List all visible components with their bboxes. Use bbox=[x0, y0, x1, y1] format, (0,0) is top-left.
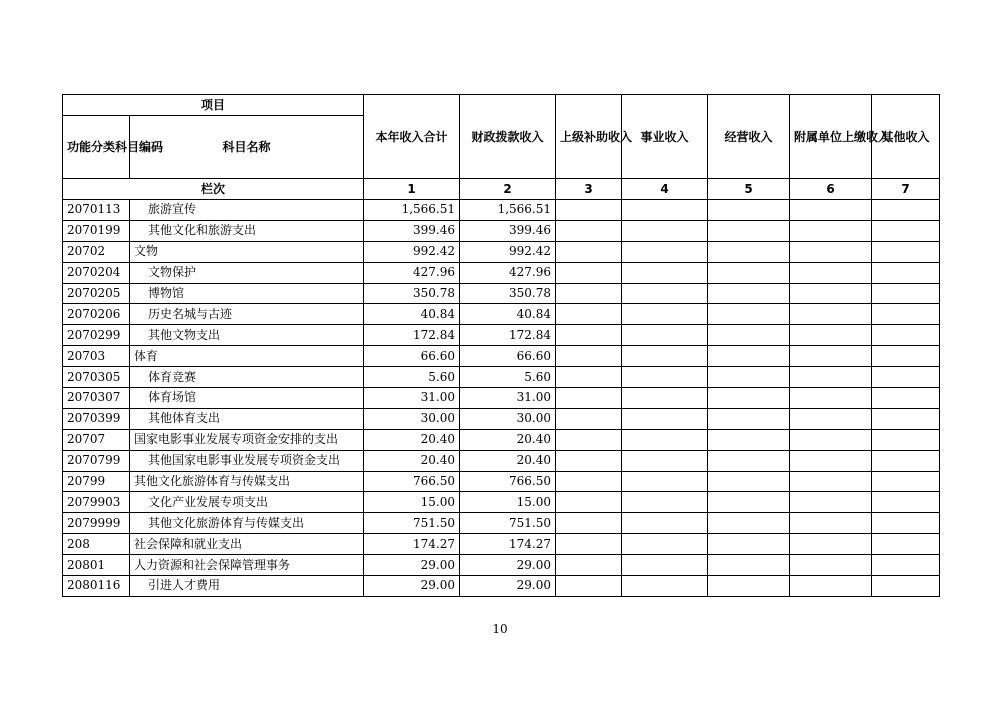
code-cell: 2070205 bbox=[63, 283, 130, 304]
affiliated-cell bbox=[790, 346, 872, 367]
other-cell bbox=[872, 450, 940, 471]
column-number: 2 bbox=[460, 179, 556, 200]
affiliated-cell bbox=[790, 408, 872, 429]
operating-cell bbox=[708, 450, 790, 471]
business-cell bbox=[622, 513, 708, 534]
business-cell bbox=[622, 555, 708, 576]
name-cell: 人力资源和社会保障管理事务 bbox=[130, 555, 364, 576]
code-cell: 20702 bbox=[63, 241, 130, 262]
superior-cell bbox=[556, 283, 622, 304]
business-cell bbox=[622, 408, 708, 429]
code-cell: 2070206 bbox=[63, 304, 130, 325]
code-cell: 20707 bbox=[63, 429, 130, 450]
fiscal-cell: 20.40 bbox=[460, 429, 556, 450]
business-cell bbox=[622, 304, 708, 325]
affiliated-cell bbox=[790, 325, 872, 346]
total-cell: 174.27 bbox=[364, 534, 460, 555]
business-cell bbox=[622, 534, 708, 555]
total-cell: 29.00 bbox=[364, 576, 460, 597]
other-cell bbox=[872, 513, 940, 534]
header-col-affiliated: 附属单位上缴收入 bbox=[790, 95, 872, 179]
affiliated-cell bbox=[790, 241, 872, 262]
fiscal-cell: 174.27 bbox=[460, 534, 556, 555]
affiliated-cell bbox=[790, 429, 872, 450]
total-cell: 751.50 bbox=[364, 513, 460, 534]
operating-cell bbox=[708, 513, 790, 534]
operating-cell bbox=[708, 576, 790, 597]
business-cell bbox=[622, 576, 708, 597]
name-cell: 旅游宣传 bbox=[130, 200, 364, 221]
fiscal-cell: 766.50 bbox=[460, 471, 556, 492]
affiliated-cell bbox=[790, 388, 872, 409]
table-row bbox=[63, 262, 940, 283]
header-col-fiscal: 财政拨款收入 bbox=[460, 95, 556, 179]
name-cell: 其他文化旅游体育与传媒支出 bbox=[130, 471, 364, 492]
superior-cell bbox=[556, 450, 622, 471]
fiscal-cell: 5.60 bbox=[460, 367, 556, 388]
other-cell bbox=[872, 262, 940, 283]
name-cell: 引进人才费用 bbox=[130, 576, 364, 597]
fiscal-cell: 40.84 bbox=[460, 304, 556, 325]
superior-cell bbox=[556, 408, 622, 429]
business-cell bbox=[622, 429, 708, 450]
operating-cell bbox=[708, 262, 790, 283]
superior-cell bbox=[556, 492, 622, 513]
affiliated-cell bbox=[790, 200, 872, 221]
business-cell bbox=[622, 262, 708, 283]
business-cell bbox=[622, 200, 708, 221]
business-cell bbox=[622, 450, 708, 471]
name-cell: 体育竞赛 bbox=[130, 367, 364, 388]
name-cell: 其他文化和旅游支出 bbox=[130, 220, 364, 241]
revenue-table bbox=[62, 94, 940, 597]
column-number: 4 bbox=[622, 179, 708, 200]
name-cell: 文物 bbox=[130, 241, 364, 262]
table-row bbox=[63, 429, 940, 450]
business-cell bbox=[622, 388, 708, 409]
code-cell: 20801 bbox=[63, 555, 130, 576]
other-cell bbox=[872, 241, 940, 262]
column-number: 3 bbox=[556, 179, 622, 200]
operating-cell bbox=[708, 471, 790, 492]
superior-cell bbox=[556, 346, 622, 367]
code-cell: 2079999 bbox=[63, 513, 130, 534]
total-cell: 66.60 bbox=[364, 346, 460, 367]
superior-cell bbox=[556, 471, 622, 492]
header-subject-name: 科目名称 bbox=[130, 116, 364, 179]
other-cell bbox=[872, 408, 940, 429]
total-cell: 20.40 bbox=[364, 429, 460, 450]
total-cell: 427.96 bbox=[364, 262, 460, 283]
table-row bbox=[63, 241, 940, 262]
name-cell: 博物馆 bbox=[130, 283, 364, 304]
name-cell: 文化产业发展专项支出 bbox=[130, 492, 364, 513]
other-cell bbox=[872, 492, 940, 513]
table-row bbox=[63, 534, 940, 555]
affiliated-cell bbox=[790, 492, 872, 513]
superior-cell bbox=[556, 367, 622, 388]
column-number: 6 bbox=[790, 179, 872, 200]
header-col-other: 其他收入 bbox=[872, 95, 940, 179]
table-row bbox=[63, 388, 940, 409]
code-cell: 2079903 bbox=[63, 492, 130, 513]
operating-cell bbox=[708, 346, 790, 367]
operating-cell bbox=[708, 555, 790, 576]
name-cell: 国家电影事业发展专项资金安排的支出 bbox=[130, 429, 364, 450]
operating-cell bbox=[708, 492, 790, 513]
other-cell bbox=[872, 388, 940, 409]
table-body bbox=[63, 200, 940, 597]
business-cell bbox=[622, 367, 708, 388]
code-cell: 2070307 bbox=[63, 388, 130, 409]
other-cell bbox=[872, 367, 940, 388]
total-cell: 29.00 bbox=[364, 555, 460, 576]
total-cell: 766.50 bbox=[364, 471, 460, 492]
table-row bbox=[63, 408, 940, 429]
table-row bbox=[63, 220, 940, 241]
code-cell: 2070199 bbox=[63, 220, 130, 241]
name-cell: 其他体育支出 bbox=[130, 408, 364, 429]
total-cell: 30.00 bbox=[364, 408, 460, 429]
table-row bbox=[63, 471, 940, 492]
operating-cell bbox=[708, 408, 790, 429]
business-cell bbox=[622, 471, 708, 492]
business-cell bbox=[622, 492, 708, 513]
other-cell bbox=[872, 429, 940, 450]
other-cell bbox=[872, 304, 940, 325]
total-cell: 40.84 bbox=[364, 304, 460, 325]
name-cell: 历史名城与古迹 bbox=[130, 304, 364, 325]
fiscal-cell: 992.42 bbox=[460, 241, 556, 262]
business-cell bbox=[622, 346, 708, 367]
table-row bbox=[63, 450, 940, 471]
affiliated-cell bbox=[790, 283, 872, 304]
header-project: 项目 bbox=[63, 95, 364, 116]
operating-cell bbox=[708, 283, 790, 304]
affiliated-cell bbox=[790, 576, 872, 597]
page-number: 10 bbox=[492, 622, 508, 636]
affiliated-cell bbox=[790, 220, 872, 241]
other-cell bbox=[872, 471, 940, 492]
operating-cell bbox=[708, 325, 790, 346]
code-cell: 2080116 bbox=[63, 576, 130, 597]
operating-cell bbox=[708, 200, 790, 221]
table-row bbox=[63, 283, 940, 304]
other-cell bbox=[872, 346, 940, 367]
operating-cell bbox=[708, 220, 790, 241]
column-number: 5 bbox=[708, 179, 790, 200]
fiscal-cell: 31.00 bbox=[460, 388, 556, 409]
header-col-total: 本年收入合计 bbox=[364, 95, 460, 179]
total-cell: 992.42 bbox=[364, 241, 460, 262]
table-row bbox=[63, 304, 940, 325]
affiliated-cell bbox=[790, 304, 872, 325]
name-cell: 文物保护 bbox=[130, 262, 364, 283]
fiscal-cell: 427.96 bbox=[460, 262, 556, 283]
superior-cell bbox=[556, 513, 622, 534]
header-lanci: 栏次 bbox=[63, 179, 364, 200]
operating-cell bbox=[708, 304, 790, 325]
superior-cell bbox=[556, 429, 622, 450]
fiscal-cell: 172.84 bbox=[460, 325, 556, 346]
fiscal-cell: 399.46 bbox=[460, 220, 556, 241]
affiliated-cell bbox=[790, 513, 872, 534]
fiscal-cell: 20.40 bbox=[460, 450, 556, 471]
fiscal-cell: 1,566.51 bbox=[460, 200, 556, 221]
other-cell bbox=[872, 576, 940, 597]
affiliated-cell bbox=[790, 367, 872, 388]
superior-cell bbox=[556, 241, 622, 262]
column-number: 1 bbox=[364, 179, 460, 200]
code-cell: 2070299 bbox=[63, 325, 130, 346]
affiliated-cell bbox=[790, 534, 872, 555]
table-row bbox=[63, 513, 940, 534]
table-row bbox=[63, 555, 940, 576]
code-cell: 2070113 bbox=[63, 200, 130, 221]
fiscal-cell: 751.50 bbox=[460, 513, 556, 534]
fiscal-cell: 15.00 bbox=[460, 492, 556, 513]
name-cell: 体育 bbox=[130, 346, 364, 367]
other-cell bbox=[872, 283, 940, 304]
affiliated-cell bbox=[790, 471, 872, 492]
fiscal-cell: 29.00 bbox=[460, 576, 556, 597]
other-cell bbox=[872, 534, 940, 555]
superior-cell bbox=[556, 534, 622, 555]
column-number: 7 bbox=[872, 179, 940, 200]
table-row bbox=[63, 346, 940, 367]
affiliated-cell bbox=[790, 450, 872, 471]
total-cell: 172.84 bbox=[364, 325, 460, 346]
other-cell bbox=[872, 555, 940, 576]
superior-cell bbox=[556, 220, 622, 241]
header-func-code: 功能分类科目编码 bbox=[63, 116, 130, 179]
superior-cell bbox=[556, 262, 622, 283]
total-cell: 20.40 bbox=[364, 450, 460, 471]
table-row bbox=[63, 200, 940, 221]
business-cell bbox=[622, 283, 708, 304]
other-cell bbox=[872, 325, 940, 346]
total-cell: 350.78 bbox=[364, 283, 460, 304]
business-cell bbox=[622, 241, 708, 262]
name-cell: 其他文化旅游体育与传媒支出 bbox=[130, 513, 364, 534]
name-cell: 其他文物支出 bbox=[130, 325, 364, 346]
affiliated-cell bbox=[790, 555, 872, 576]
total-cell: 5.60 bbox=[364, 367, 460, 388]
superior-cell bbox=[556, 555, 622, 576]
fiscal-cell: 29.00 bbox=[460, 555, 556, 576]
code-cell: 2070305 bbox=[63, 367, 130, 388]
total-cell: 1,566.51 bbox=[364, 200, 460, 221]
header-col-superior: 上级补助收入 bbox=[556, 95, 622, 179]
table-row bbox=[63, 367, 940, 388]
table-row bbox=[63, 492, 940, 513]
fiscal-cell: 66.60 bbox=[460, 346, 556, 367]
business-cell bbox=[622, 220, 708, 241]
superior-cell bbox=[556, 304, 622, 325]
total-cell: 15.00 bbox=[364, 492, 460, 513]
other-cell bbox=[872, 220, 940, 241]
fiscal-cell: 30.00 bbox=[460, 408, 556, 429]
operating-cell bbox=[708, 367, 790, 388]
code-cell: 20799 bbox=[63, 471, 130, 492]
code-cell: 2070399 bbox=[63, 408, 130, 429]
table-row bbox=[63, 325, 940, 346]
name-cell: 体育场馆 bbox=[130, 388, 364, 409]
superior-cell bbox=[556, 325, 622, 346]
business-cell bbox=[622, 325, 708, 346]
code-cell: 2070799 bbox=[63, 450, 130, 471]
fiscal-cell: 350.78 bbox=[460, 283, 556, 304]
superior-cell bbox=[556, 200, 622, 221]
code-cell: 2070204 bbox=[63, 262, 130, 283]
operating-cell bbox=[708, 534, 790, 555]
code-cell: 208 bbox=[63, 534, 130, 555]
operating-cell bbox=[708, 241, 790, 262]
affiliated-cell bbox=[790, 262, 872, 283]
total-cell: 399.46 bbox=[364, 220, 460, 241]
name-cell: 其他国家电影事业发展专项资金支出 bbox=[130, 450, 364, 471]
code-cell: 20703 bbox=[63, 346, 130, 367]
header-col-operating: 经营收入 bbox=[708, 95, 790, 179]
header-col-business: 事业收入 bbox=[622, 95, 708, 179]
table-row bbox=[63, 576, 940, 597]
superior-cell bbox=[556, 388, 622, 409]
total-cell: 31.00 bbox=[364, 388, 460, 409]
other-cell bbox=[872, 200, 940, 221]
operating-cell bbox=[708, 388, 790, 409]
operating-cell bbox=[708, 429, 790, 450]
superior-cell bbox=[556, 576, 622, 597]
name-cell: 社会保障和就业支出 bbox=[130, 534, 364, 555]
